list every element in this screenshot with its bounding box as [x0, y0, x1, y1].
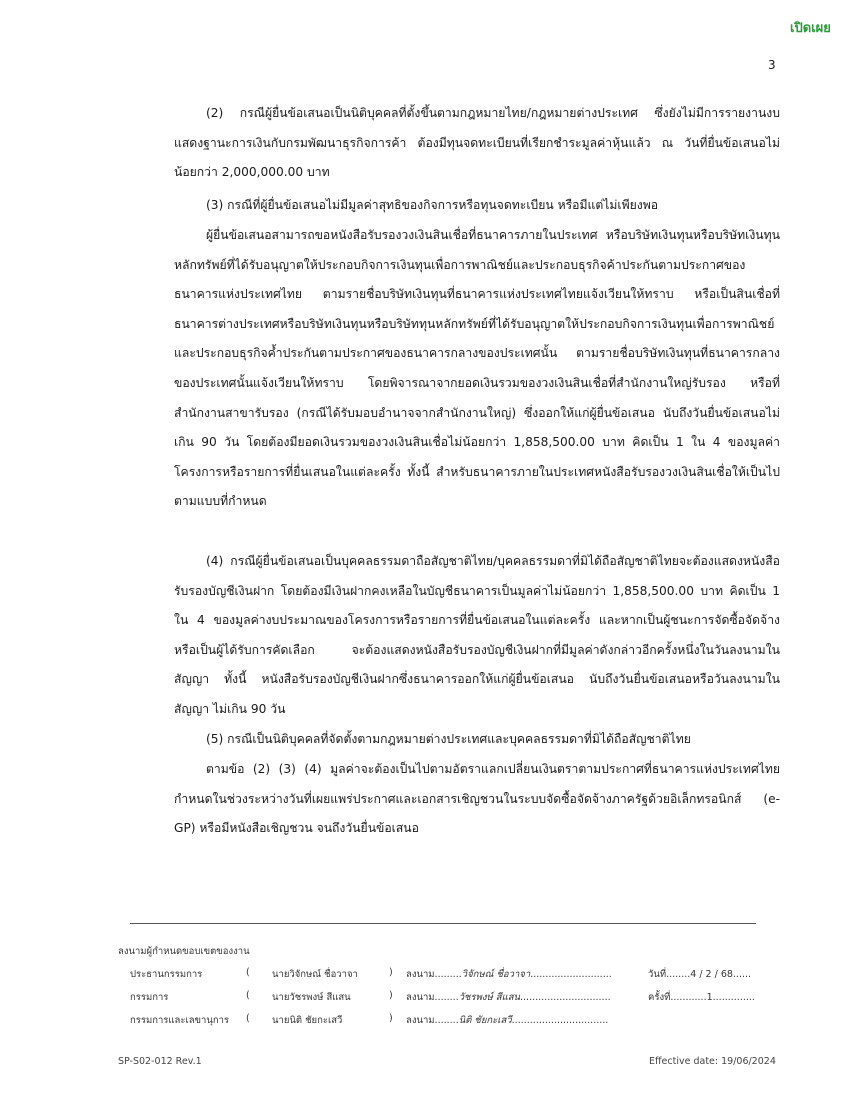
signature-heading: ลงนามผู้กำหนดขอบเขตของงาน	[118, 946, 250, 957]
sig-suffix: ................................	[511, 1015, 609, 1026]
sig-close-paren: )	[389, 1013, 393, 1024]
page-number: 3	[768, 58, 776, 72]
sig-prefix: ลงนาม........	[406, 992, 459, 1003]
sig-role: ประธานกรรมการ	[130, 969, 203, 980]
document-code: SP-S02-012 Rev.1	[118, 1056, 202, 1067]
sig-date: วันที่........4 / 2 / 68......	[648, 969, 752, 980]
sig-suffix: ..............................	[520, 992, 611, 1003]
sig-name: นายวิจักษณ์ ชื่อวาจา	[272, 969, 358, 980]
effective-date: Effective date: 19/06/2024	[649, 1056, 776, 1067]
sig-signed-name: วิจักษณ์ ชื่อวาจา	[461, 969, 531, 980]
sig-line	[406, 990, 611, 1005]
sig-role: กรรมการและเลขานุการ	[130, 1015, 230, 1026]
disclosure-label: เปิดเผย	[790, 21, 831, 36]
sig-signed-name: วัชรพงษ์ สีแสน	[458, 992, 521, 1003]
sig-open-paren: (	[246, 990, 250, 1001]
paragraph-4: (4) กรณีผู้ยื่นข้อเสนอเป็นบุคคลธรรมดาถือสัญชาติไทย/บุคคลธรรมดาที่มิได้ถือสัญชาติไทยจะต้องแสดงหนังสือรับรองบัญชีเงินฝาก โดยต้องมีเงินฝากคงเหลือในบัญชีธนาคารเป็นมูลค่าไม่น้อยกว่า 1,858,500.00 บาท คิดเป็น 1 ใน 4 ของมูลค่างบประมาณของโครงการหรือรายการที่ยื่นข้อเสนอในแต่ละครั้ง และหากเป็นผู้ชนะการจัดซื้อจัดจ้างหรือเป็นผู้ได้รับการคัดเลือก จะต้องแสดงหนังสือรับรองบัญชีเงินฝากที่มีมูลค่าดังกล่าวอีกครั้งหนึ่งในวันลงนามในสัญญา ทั้งนี้ หนังสือรับรองบัญชีเงินฝากซึ่งธนาคารออกให้แก่ผู้ยื่นข้อเสนอ นับถึงวันยื่นข้อเสนอหรือวันลงนามในสัญญา ไม่เกิน 90 วัน	[174, 554, 780, 716]
sig-line	[406, 1013, 608, 1028]
paragraph-3-body: ผู้ยื่นข้อเสนอสามารถขอหนังสือรับรองวงเงินสินเชื่อที่ธนาคารภายในประเทศ หรือบริษัทเงินทุนหรือบริษัทเงินทุนหลักทรัพย์ที่ได้รับอนุญาตให้ประกอบกิจการเงินทุนเพื่อการพาณิชย์และประกอบธุรกิจค้าประกันตามประกาศของธนาคารแห่งประเทศไทย ตามรายชื่อบริษัทเงินทุนที่ธนาคารแห่งประเทศไทยแจ้งเวียนให้ทราบ หรือเป็นสินเชื่อที่ธนาคารต่างประเทศหรือบริษัทเงินทุนหรือบริษัททุนหลักทรัพย์ที่ได้รับอนุญาตให้ประกอบกิจการเงินทุนเพื่อการพาณิชย์และประกอบธุรกิจค้ำประกันตามประกาศของธนาคารกลางของประเทศนั้น ตามรายชื่อบริษัทเงินทุนที่ธนาคารกลางของประเทศนั้นแจ้งเวียนให้ทราบ โดยพิจารณาจากยอดเงินรวมของวงเงินสินเชื่อที่สำนักงานใหญ่รับรอง หรือที่สำนักงานสาขารับรอง (กรณีได้รับมอบอำนาจจากสำนักงานใหญ่) ซึ่งออกให้แก่ผู้ยื่นข้อเสนอ นับถึงวันยื่นข้อเสนอไม่เกิน 90 วัน โดยต้องมียอดเงินรวมของวงเงินสินเชื่อไม่น้อยกว่า 1,858,500.00 บาท คิดเป็น 1 ใน 4 ของมูลค่าโครงการหรือรายการที่ยื่นเสนอในแต่ละครั้ง ทั้งนี้ สำหรับธนาคารภายในประเทศหนังสือรับรองวงเงินสินเชื่อให้เป็นไปตามแบบที่กำหนด	[174, 228, 780, 509]
sig-prefix: ลงนาม........	[406, 1015, 459, 1026]
paragraph-exchange-rate: ตามข้อ (2) (3) (4) มูลค่าจะต้องเป็นไปตามอัตราแลกเปลี่ยนเงินตราตามประกาศที่ธนาคารแห่งประเทศไทยกำหนดในช่วงระหว่างวันที่เผยแพร่ประกาศและเอกสารเชิญชวนในระบบจัดซื้อจัดจ้างภาครัฐด้วยอิเล็กทรอนิกส์ (e-GP) หรือมีหนังสือเชิญชวน จนถึงวันยื่นข้อเสนอ	[174, 762, 780, 836]
sig-prefix: ลงนาม.........	[406, 969, 462, 980]
sig-open-paren: (	[246, 967, 250, 978]
paragraph-3: (3) กรณีที่ผู้ยื่นข้อเสนอไม่มีมูลค่าสุทธิของกิจการหรือทุนจดทะเบียน หรือมีแต่ไม่เพียงพอ	[206, 198, 659, 212]
paragraph-2: (2) กรณีผู้ยื่นข้อเสนอเป็นนิติบุคคลที่ตั้งขึ้นตามกฎหมายไทย/กฎหมายต่างประเทศ ซึ่งยังไม่มีการรายงานงบแสดงฐานะการเงินกับกรมพัฒนาธุรกิจการค้า ต้องมีทุนจดทะเบียนที่เรียกชำระมูลค่าหุ้นแล้ว ณ วันที่ยื่นข้อเสนอไม่น้อยกว่า 2,000,000.00 บาท	[174, 106, 780, 180]
sig-role: กรรมการ	[130, 992, 169, 1003]
sig-name: นายวัชรพงษ์ สีแสน	[272, 992, 351, 1003]
sig-line	[406, 967, 612, 982]
sig-open-paren: (	[246, 1013, 250, 1024]
sig-signed-name: นิติ ชัยกะเสวี	[458, 1015, 512, 1026]
sig-count: ครั้งที่............1..............	[648, 992, 755, 1003]
sig-close-paren: )	[389, 990, 393, 1001]
sig-name: นายนิติ ชัยกะเสวี	[272, 1015, 343, 1026]
paragraph-5: (5) กรณีเป็นนิติบุคคลที่จัดตั้งตามกฎหมายต่างประเทศและบุคคลธรรมดาที่มิได้ถือสัญชาติไทย	[206, 732, 691, 746]
sig-suffix: ...........................	[530, 969, 612, 980]
signature-divider	[130, 923, 756, 924]
sig-close-paren: )	[389, 967, 393, 978]
